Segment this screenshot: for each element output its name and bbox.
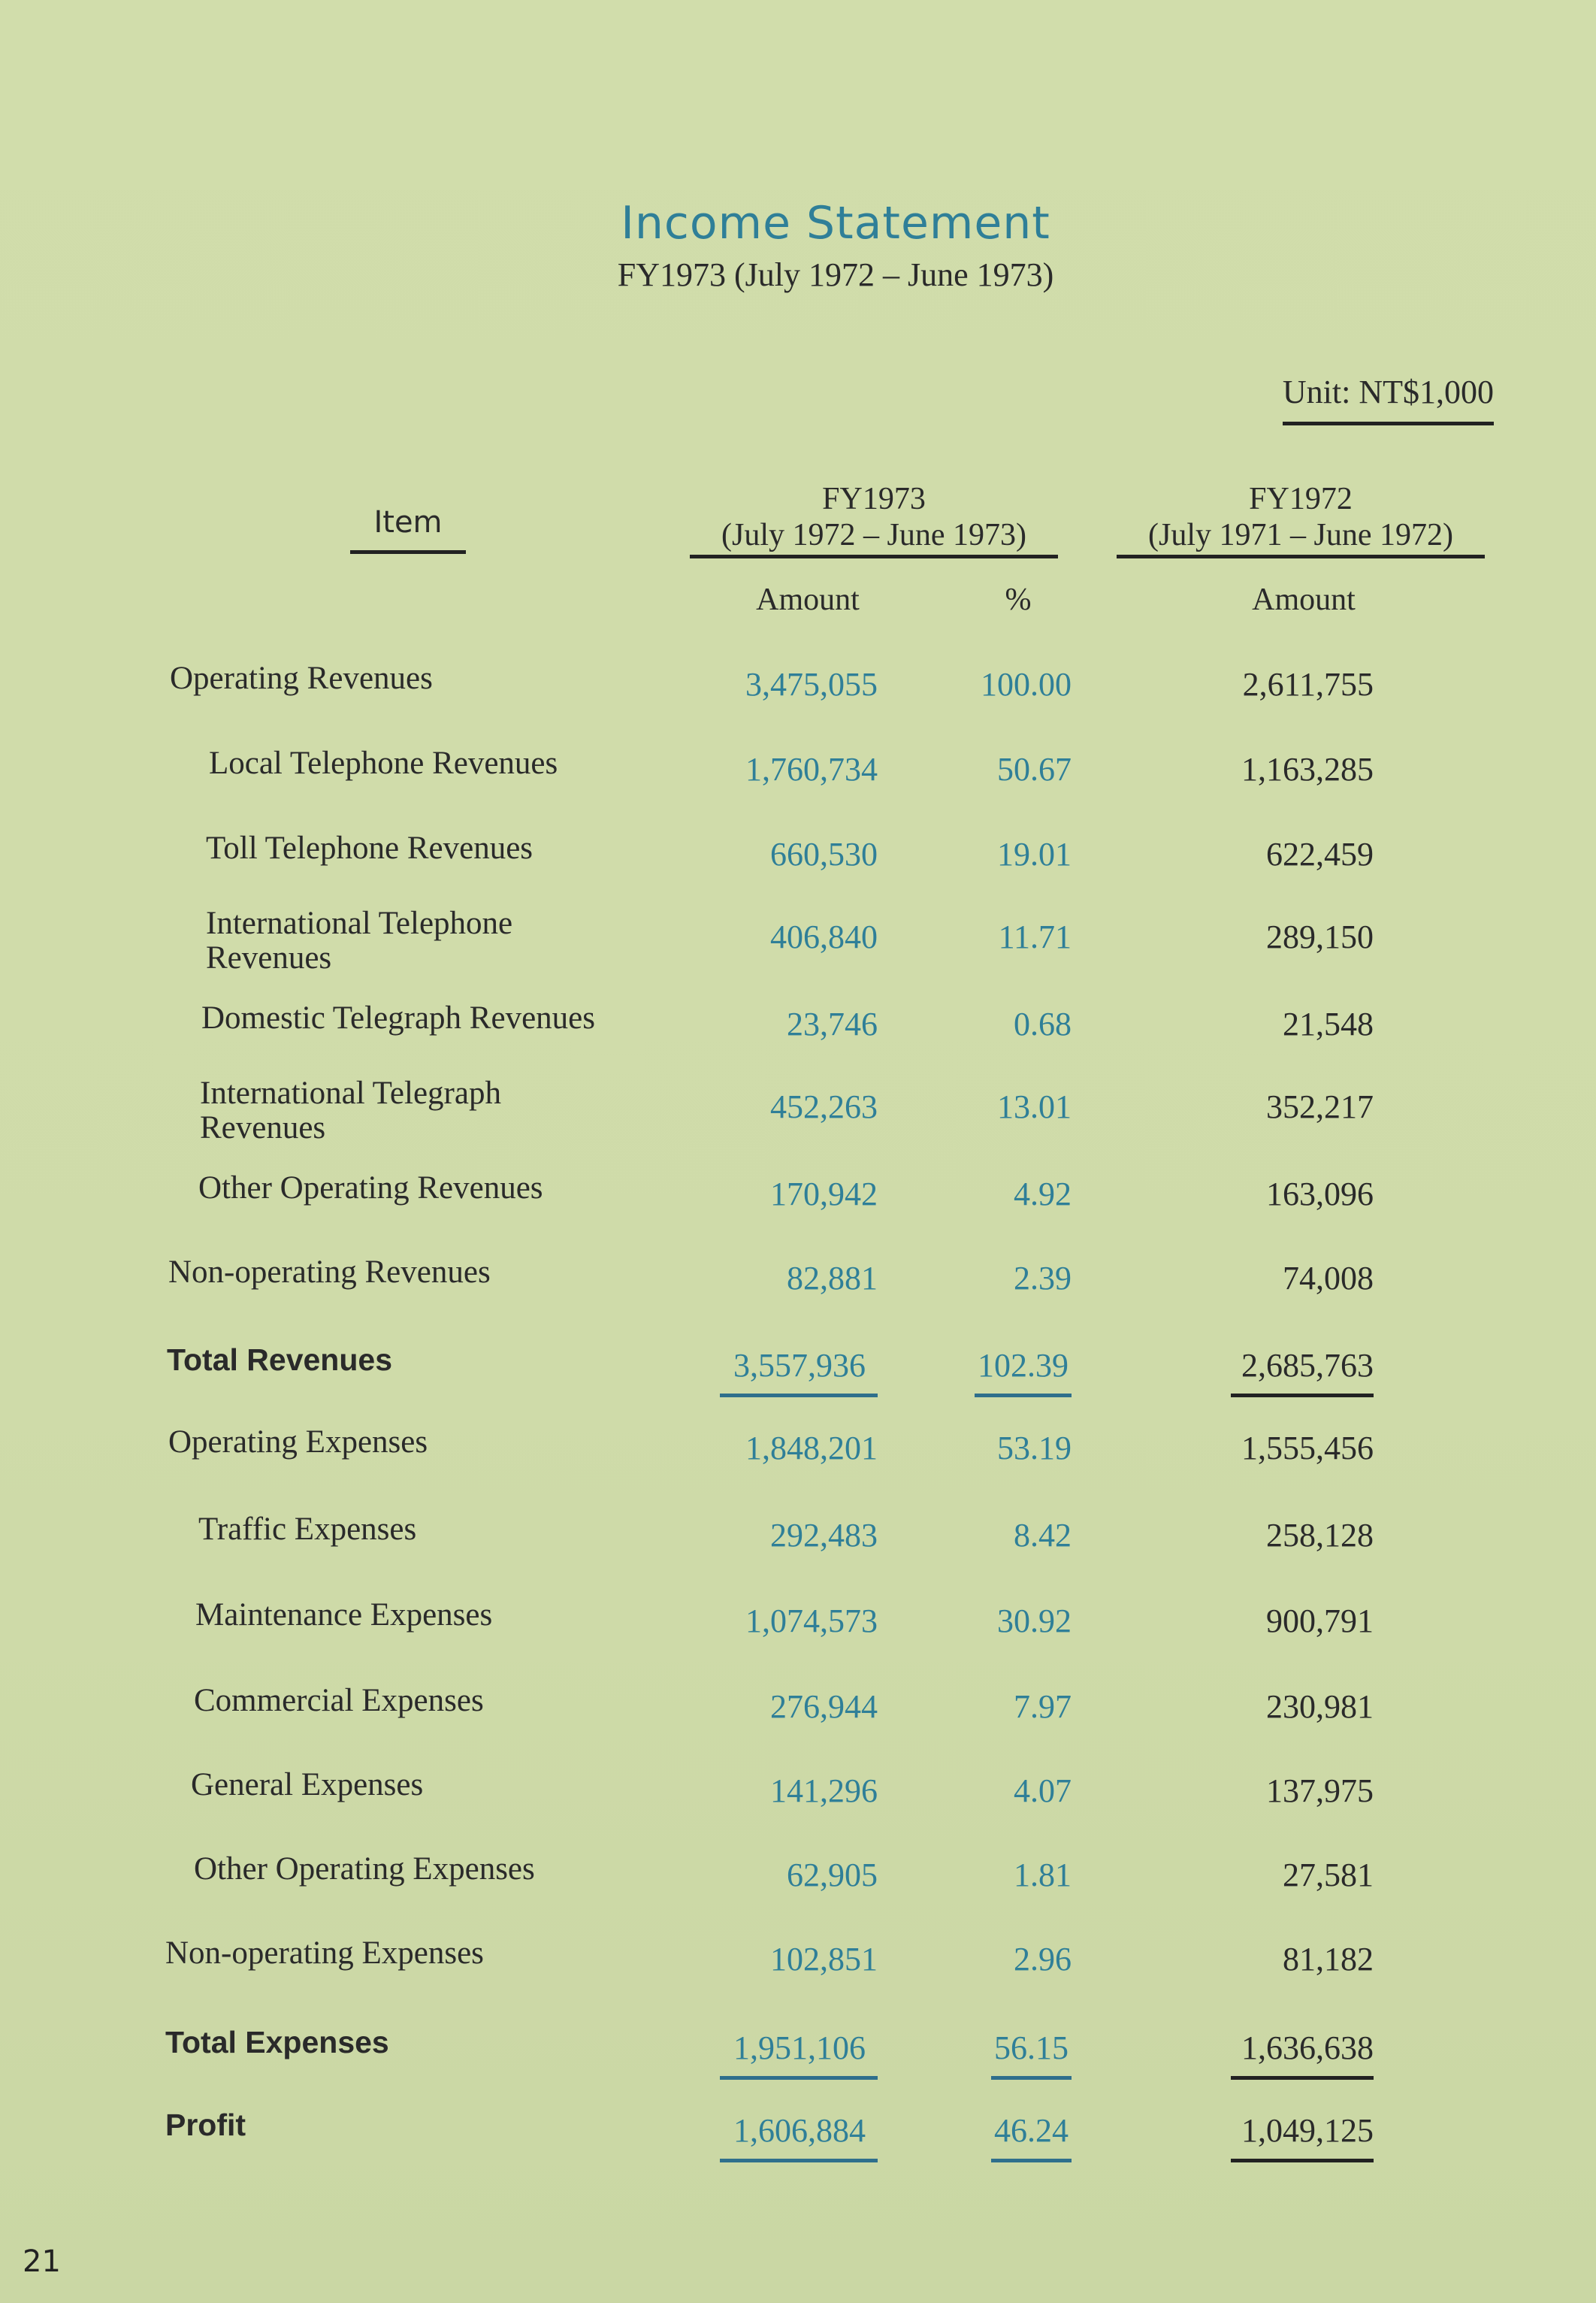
row-percent: 2.39 (1014, 1260, 1072, 1297)
row-fy1972-amount: 1,163,285 (1241, 751, 1374, 788)
unit-label: Unit: NT$1,000 (1283, 373, 1494, 425)
table-row (0, 1768, 1596, 1828)
table-row (0, 1684, 1596, 1744)
row-label: Non-operating Expenses (165, 1935, 484, 1971)
row-percent: 100.00 (981, 666, 1072, 703)
row-label: Other Operating Expenses (194, 1851, 535, 1887)
row-label: Domestic Telegraph Revenues (201, 1000, 595, 1036)
row-percent: 2.96 (1014, 1941, 1072, 1978)
row-fy1972-amount: 1,049,125 (1231, 2112, 1374, 2162)
row-label: Other Operating Revenues (198, 1170, 543, 1206)
row-percent: 30.92 (997, 1602, 1072, 1639)
row-label: International Telegraph Revenues (200, 1076, 501, 1145)
row-fy1972-amount: 2,611,755 (1242, 666, 1374, 703)
table-row (0, 1598, 1596, 1658)
row-percent: 13.01 (997, 1088, 1072, 1125)
column-header-fy1973 (690, 481, 1058, 558)
table-row (0, 746, 1596, 807)
row-label: Operating Revenues (170, 661, 433, 696)
row-fy1973-amount: 23,746 (787, 1006, 878, 1043)
row-label: Operating Expenses (168, 1424, 428, 1460)
table-row (0, 1255, 1596, 1315)
row-fy1972-amount: 1,555,456 (1241, 1430, 1374, 1466)
table-row-total (0, 2025, 1596, 2085)
column-header-fy1972 (1117, 481, 1485, 558)
subheader-percent: % (1005, 583, 1032, 617)
table-row (0, 1852, 1596, 1912)
row-percent: 8.42 (1014, 1517, 1072, 1554)
row-fy1973-amount: 406,840 (770, 918, 878, 955)
row-percent: 102.39 (975, 1347, 1072, 1397)
table-row (0, 1171, 1596, 1231)
row-fy1972-amount: 258,128 (1266, 1517, 1374, 1554)
row-fy1972-amount: 81,182 (1283, 1941, 1374, 1978)
row-fy1973-amount: 62,905 (787, 1857, 878, 1893)
row-percent: 53.19 (997, 1430, 1072, 1466)
table-row (0, 661, 1596, 722)
row-fy1972-amount: 27,581 (1283, 1857, 1374, 1893)
row-percent: 4.92 (1014, 1176, 1072, 1212)
table-row (0, 1001, 1596, 1061)
row-fy1972-amount: 137,975 (1266, 1772, 1374, 1809)
row-label: Non-operating Revenues (168, 1254, 491, 1290)
row-fy1973-amount: 141,296 (770, 1772, 878, 1809)
table-row (0, 1425, 1596, 1485)
column-header-fy1973-year: FY1973 (822, 482, 926, 516)
table-row-profit (0, 2108, 1596, 2168)
row-fy1973-amount: 1,951,106 (720, 2029, 878, 2080)
page-subtitle: FY1973 (July 1972 – June 1973) (617, 256, 1054, 293)
row-fy1973-amount: 660,530 (770, 836, 878, 873)
row-percent: 0.68 (1014, 1006, 1072, 1043)
row-fy1973-amount: 82,881 (787, 1260, 878, 1297)
row-fy1972-amount: 622,459 (1266, 836, 1374, 873)
row-fy1973-amount: 170,942 (770, 1176, 878, 1212)
table-row (0, 1076, 1596, 1153)
row-fy1972-amount: 352,217 (1266, 1088, 1374, 1125)
row-fy1973-amount: 1,848,201 (745, 1430, 878, 1466)
row-fy1973-amount: 1,760,734 (745, 751, 878, 788)
column-header-fy1972-period: (July 1971 – June 1972) (1148, 518, 1453, 552)
table-row (0, 1936, 1596, 1996)
subheader-amount-fy1973: Amount (756, 583, 860, 617)
row-percent: 7.97 (1014, 1688, 1072, 1725)
row-label: Toll Telephone Revenues (206, 831, 534, 866)
table-row (0, 906, 1596, 983)
row-label: International Telephone Revenues (206, 906, 513, 976)
table-row (0, 831, 1596, 891)
row-percent: 46.24 (991, 2112, 1072, 2162)
page-title: Income Statement (621, 197, 1050, 250)
row-fy1973-amount: 1,074,573 (745, 1602, 878, 1639)
row-fy1972-amount: 21,548 (1283, 1006, 1374, 1043)
row-label: General Expenses (191, 1767, 424, 1802)
row-fy1972-amount: 2,685,763 (1231, 1347, 1374, 1397)
row-percent: 56.15 (991, 2029, 1072, 2080)
row-fy1972-amount: 1,636,638 (1231, 2029, 1374, 2080)
row-label: Profit (165, 2108, 246, 2142)
row-percent: 19.01 (997, 836, 1072, 873)
row-fy1973-amount: 452,263 (770, 1088, 878, 1125)
row-fy1973-amount: 276,944 (770, 1688, 878, 1725)
column-header-fy1972-year: FY1972 (1249, 482, 1353, 516)
column-header-fy1973-period: (July 1972 – June 1973) (721, 518, 1026, 552)
page-number: 21 (23, 2244, 61, 2279)
row-fy1973-amount: 102,851 (770, 1941, 878, 1978)
row-percent: 4.07 (1014, 1772, 1072, 1809)
row-fy1973-amount: 3,557,936 (720, 1347, 878, 1397)
row-label: Traffic Expenses (198, 1512, 417, 1547)
row-label: Commercial Expenses (194, 1683, 484, 1718)
row-label: Total Revenues (167, 1342, 392, 1377)
row-percent: 50.67 (997, 751, 1072, 788)
table-row-total (0, 1342, 1596, 1403)
row-fy1972-amount: 163,096 (1266, 1176, 1374, 1212)
row-fy1972-amount: 289,150 (1266, 918, 1374, 955)
row-label: Maintenance Expenses (195, 1597, 493, 1633)
row-label: Local Telephone Revenues (209, 746, 558, 781)
row-percent: 1.81 (1014, 1857, 1072, 1893)
row-fy1973-amount: 1,606,884 (720, 2112, 878, 2162)
subheader-amount-fy1972: Amount (1252, 583, 1356, 617)
row-percent: 11.71 (998, 918, 1072, 955)
row-fy1972-amount: 900,791 (1266, 1602, 1374, 1639)
column-header-item: Item (350, 505, 466, 554)
row-fy1973-amount: 3,475,055 (745, 666, 878, 703)
row-fy1973-amount: 292,483 (770, 1517, 878, 1554)
table-row (0, 1512, 1596, 1572)
row-label: Total Expenses (165, 2025, 389, 2059)
row-fy1972-amount: 230,981 (1266, 1688, 1374, 1725)
row-fy1972-amount: 74,008 (1283, 1260, 1374, 1297)
